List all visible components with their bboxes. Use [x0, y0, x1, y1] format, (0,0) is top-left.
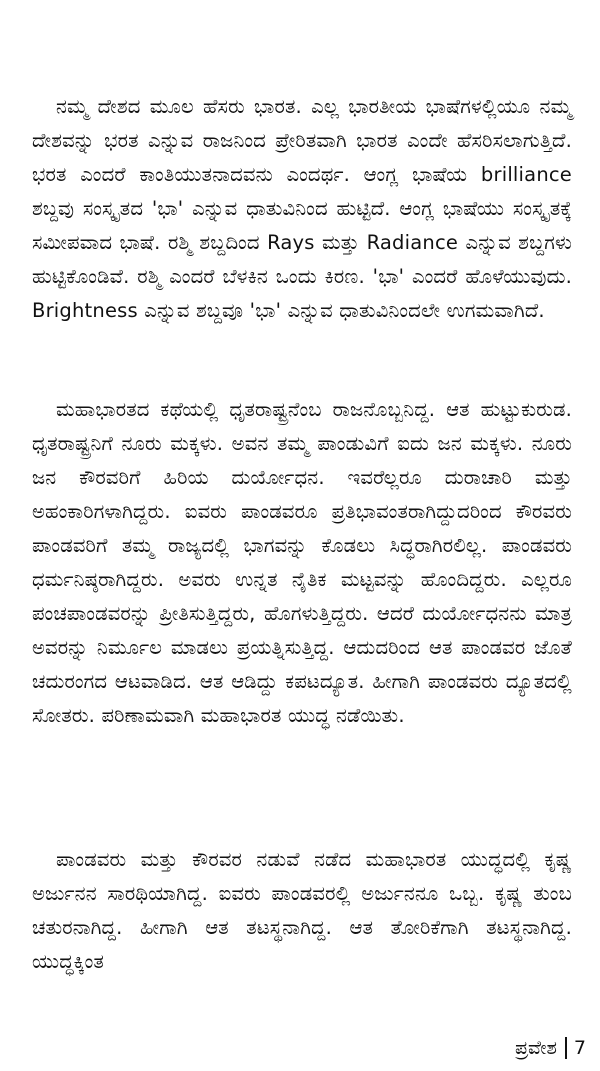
paragraph-krishna-arjuna: ಪಾಂಡವರು ಮತ್ತು ಕೌರವರ ನಡುವೆ ನಡೆದ ಮಹಾಭಾರತ ಯುದ್ಧದಲ್ಲಿ ಕೃಷ್ಣ ಅರ್ಜುನನ ಸಾರಥಿಯಾಗಿದ್ದ. ಐವರು ಪಾಂಡವರಲ್ಲಿ ಅರ್ಜುನನೂ ಒಬ್ಬ. ಕೃಷ್ಣ ತುಂಬ ಚತುರನಾಗಿದ್ದ. ಹೀಗಾಗಿ ಆತ ತಟಸ್ಥನಾಗಿದ್ದ. ಆತ ತೋರಿಕೆಗಾಗಿ ತಟಸ್ಥನಾಗಿದ್ದ. ಯುದ್ಧಕ್ಕಿಂತ — [32, 848, 572, 973]
section-title: ಪ್ರವೇಶ — [515, 1037, 557, 1059]
paragraph-mahabharata-story: ಮಹಾಭಾರತದ ಕಥೆಯಲ್ಲಿ ಧೃತರಾಷ್ಟ್ರನೆಂಬ ರಾಜನೊಬ್ಬನಿದ್ದ. ಆತ ಹುಟ್ಟುಕುರುಡ. ಧೃತರಾಷ್ಟ್ರನಿಗೆ ನೂರು ಮಕ್ಕಳು. ಅವನ ತಮ್ಮ ಪಾಂಡುವಿಗೆ ಐದು ಜನ ಮಕ್ಕಳು. ನೂರು ಜನ ಕೌರವರಿಗೆ ಹಿರಿಯ ದುರ್ಯೋಧನ. ಇವರೆಲ್ಲರೂ ದುರಾಚಾರಿ ಮತ್ತು ಅಹಂಕಾರಿಗಳಾಗಿದ್ದರು. ಐವರು ಪಾಂಡವರೂ ಪ್ರತಿಭಾವಂತರಾಗಿದ್ದುದರಿಂದ ಕೌರವರು ಪಾಂಡವರಿಗೆ ತಮ್ಮ ರಾಜ್ಯದಲ್ಲಿ ಭಾಗವನ್ನು ಕೊಡಲು ಸಿದ್ಧರಾಗಿರಲಿಲ್ಲ. ಪಾಂಡವರು ಧರ್ಮನಿಷ್ಠರಾಗಿದ್ದರು. ಅವರು ಉನ್ನತ ನೈತಿಕ ಮಟ್ಟವನ್ನು ಹೊಂದಿದ್ದರು. ಎಲ್ಲರೂ ಪಂಚಪಾಂಡವರನ್ನು ಪ್ರೀತಿಸುತ್ತಿದ್ದರು, ಹೊಗಳುತ್ತಿದ್ದರು. ಆದರೆ ದುರ್ಯೋಧನನು ಮಾತ್ರ ಅವರನ್ನು ನಿರ್ಮೂಲ ಮಾಡಲು ಪ್ರಯತ್ನಿಸುತ್ತಿದ್ದ. ಆದುದರಿಂದ ಆತ ಪಾಂಡವರ ಜೊತೆ ಚದುರಂಗದ ಆಟವಾಡಿದ. ಆತ ಆಡಿದ್ದು ಕಪಟದ್ಯೂತ. ಹೀಗಾಗಿ ಪಾಂಡವರು ದ್ಯೂತದಲ್ಲಿ ಸೋತರು. ಪರಿಣಾಮವಾಗಿ ಮಹಾಭಾರತ ಯುದ್ಧ ನಡೆಯಿತು. — [32, 398, 572, 727]
footer-divider — [565, 1037, 567, 1059]
page-number: 7 — [573, 1037, 586, 1059]
paragraph-bharata-name: ನಮ್ಮ ದೇಶದ ಮೂಲ ಹೆಸರು ಭಾರತ. ಎಲ್ಲ ಭಾರತೀಯ ಭಾಷೆಗಳಲ್ಲಿಯೂ ನಮ್ಮ ದೇಶವನ್ನು ಭರತ ಎನ್ನುವ ರಾಜನಿಂದ ಪ್ರೇರಿತವಾಗಿ ಭಾರತ ಎಂದೇ ಹೆಸರಿಸಲಾಗುತ್ತಿದೆ. ಭರತ ಎಂದರೆ ಕಾಂತಿಯುತನಾದವನು ಎಂದರ್ಥ. ಆಂಗ್ಲ ಭಾಷೆಯ brilliance ಶಬ್ದವು ಸಂಸ್ಕೃತದ 'ಭಾ' ಎನ್ನುವ ಧಾತುವಿನಿಂದ ಹುಟ್ಟಿದೆ. ಆಂಗ್ಲ ಭಾಷೆಯು ಸಂಸ್ಕೃತಕ್ಕೆ ಸಮೀಪವಾದ ಭಾಷೆ. ರಶ್ಮಿ ಶಬ್ದದಿಂದ Rays ಮತ್ತು Radiance ಎನ್ನುವ ಶಬ್ದಗಳು ಹುಟ್ಟಿಕೊಂಡಿವೆ. ರಶ್ಮಿ ಎಂದರೆ ಬೆಳಕಿನ ಒಂದು ಕಿರಣ. 'ಭಾ' ಎಂದರೆ ಹೊಳೆಯುವುದು. Brightness ಎನ್ನುವ ಶಬ್ದವೂ 'ಭಾ' ಎನ್ನುವ ಧಾತುವಿನಿಂದಲೇ ಉಗಮವಾಗಿದೆ. — [32, 95, 572, 322]
page-footer — [515, 1036, 586, 1060]
